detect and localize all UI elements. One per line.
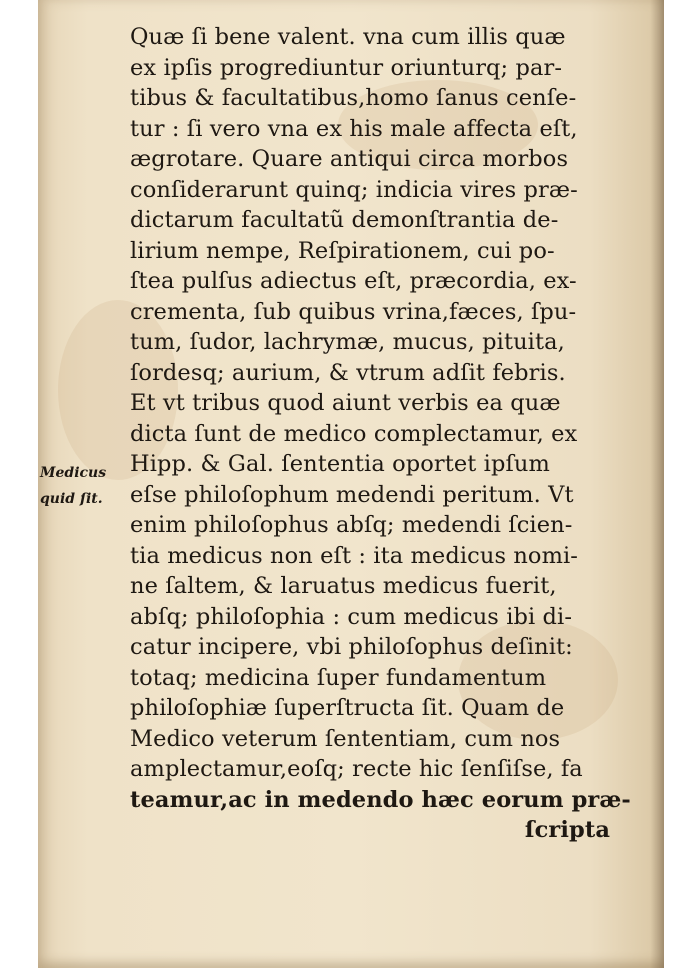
text-line: ſtea pulſus adiectus eſt, præcordia, ex- <box>130 268 577 294</box>
text-line: Et vt tribus quod aiunt verbis ea quæ <box>130 390 561 416</box>
text-line: ne ſaltem, & laruatus medicus fuerit, <box>130 573 557 599</box>
text-line: conſiderarunt quinq; indicia vires præ- <box>130 176 578 203</box>
text-line: catur incipere, vbi philoſophus deſinit: <box>130 634 573 660</box>
marginal-note-line: quid ſit. <box>40 491 103 507</box>
text-line: eſse philoſophum medendi peritum. Vt <box>130 481 574 508</box>
text-line: Hipp. & Gal. ſententia oportet ipſum <box>130 451 550 477</box>
text-line: enim philoſophus abſq; medendi ſcien- <box>130 512 573 538</box>
text-line: ſordesq; aurium, & vtrum adſit febris. <box>130 359 566 386</box>
text-line: dicta ſunt de medico complectamur, ex <box>130 420 578 447</box>
text-line: philoſophiæ ſuperſtructa ſit. Quam de <box>130 695 565 721</box>
page-edge-shadow <box>650 0 664 968</box>
marginal-note <box>40 460 126 512</box>
text-line: Medico veterum ſententiam, cum nos <box>130 725 561 752</box>
text-line: tibus & facultatibus,homo ſanus cenſe- <box>130 85 577 111</box>
text-line: abſq; philoſophia : cum medicus ibi di- <box>130 603 573 630</box>
body-text <box>130 22 631 846</box>
text-line: tum, ſudor, lachrymæ, mucus, pituita, <box>130 329 565 355</box>
marginal-note-line: Medicus <box>40 465 107 481</box>
text-line: amplectamur,eoſq; recte hic ſenſiſse, fa <box>130 756 583 782</box>
text-line: dictarum facultatũ demonſtrantia de- <box>130 207 559 233</box>
text-line: crementa, ſub quibus vrina,fæces, ſpu- <box>130 298 577 325</box>
text-line: ægrotare. Quare antiqui circa morbos <box>130 146 569 172</box>
text-line: ex ipſis progrediuntur oriunturq; par- <box>130 54 563 81</box>
catchword: ſcripta <box>524 817 610 843</box>
text-line: Quæ ſi bene valent. vna cum illis quæ <box>130 24 566 50</box>
text-line: tur : ſi vero vna ex his male affecta eſt, <box>130 115 578 142</box>
text-line: lirium nempe, Reſpirationem, cui po- <box>130 237 555 264</box>
text-line: teamur,ac in medendo hæc eorum præ- <box>130 786 631 813</box>
text-line: tia medicus non eſt : ita medicus nomi- <box>130 542 579 569</box>
text-line: totaq; medicina ſuper fundamentum <box>130 664 547 691</box>
